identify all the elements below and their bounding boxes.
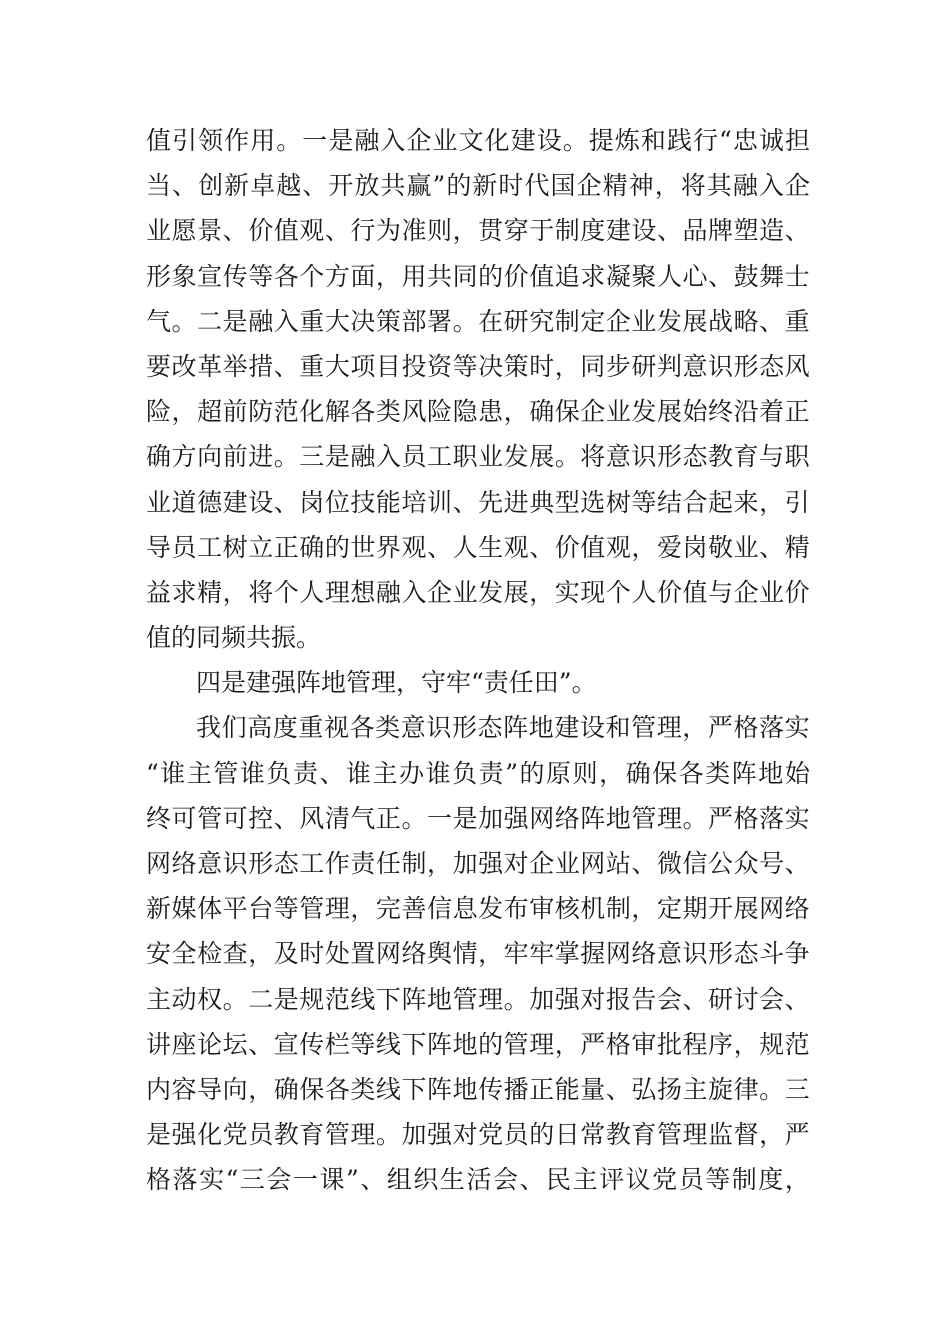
text-line: 益 求 精 ， 将 个 人 理 想 融 入 企 业 发 展 ， 实 现 个 人 价 值 与 企 业 价 <box>146 577 810 607</box>
document-body <box>146 118 810 1203</box>
text-line: 形 象 宣 传 等 各 个 方 面 ， 用 共 同 的 价 值 追 求 凝 聚 人 心 、 鼓 舞 士 <box>146 261 810 291</box>
text-line: 要 改 革 举 措 、 重 大 项 目 投 资 等 决 策 时 ， 同 步 研 判 意 识 形 态 风 <box>146 351 810 381</box>
text-line: 是 强 化 党 员 教 育 管 理 。 加 强 对 党 员 的 日 常 教 育 管 理 监 督 ， 严 <box>146 1120 810 1150</box>
text-line: 我 们 高 度 重 视 各 类 意 识 形 态 阵 地 建 设 和 管 理 ， 严 格 落 实 <box>196 713 810 743</box>
text-line: 值的同频共振。 <box>146 623 322 653</box>
text-line: 讲 座 论 坛 、 宣 传 栏 等 线 下 阵 地 的 管 理 ， 严 格 审 批 程 序 ， 规 范 <box>146 1029 810 1059</box>
text-line: 安 全 检 查 ， 及 时 处 置 网 络 舆 情 ， 牢 牢 掌 握 网 络 意 识 形 态 斗 争 <box>146 939 810 969</box>
text-line: “ 谁 主 管 谁 负 责 、 谁 主 办 谁 负 责 ” 的 原 则 ， 确 保 各 类 阵 地 始 <box>146 758 810 788</box>
text-line: 值 引 领 作 用 。 一 是 融 入 企 业 文 化 建 设 。 提 炼 和 践 行 “ 忠 诚 担 <box>146 126 810 155</box>
text-line: 新 媒 体 平 台 等 管 理 ， 完 善 信 息 发 布 审 核 机 制 ， 定 期 开 展 网 络 <box>146 894 810 924</box>
text-line: 业 愿 景 、 价 值 观 、 行 为 准 则 ， 贯 穿 于 制 度 建 设 、 品 牌 塑 造 、 <box>146 216 810 246</box>
text-line: 格 落 实 “ 三 会 一 课 ” 、 组 织 生 活 会 、 民 主 评 议 党 员 等 制 度 ， <box>146 1165 810 1195</box>
text-line: 当 、 创 新 卓 越 、 开 放 共 赢 ” 的 新 时 代 国 企 精 神 ， 将 其 融 入 企 <box>146 171 810 201</box>
text-line: 内 容 导 向 ， 确 保 各 类 线 下 阵 地 传 播 正 能 量 、 弘 扬 主 旋 律 。 三 <box>146 1074 810 1104</box>
text-line: 业 道 德 建 设 、 岗 位 技 能 培 训 、 先 进 典 型 选 树 等 结 合 起 来 ， 引 <box>146 487 810 517</box>
text-line: 险 ， 超 前 防 范 化 解 各 类 风 险 隐 患 ， 确 保 企 业 发 展 始 终 沿 着 正 <box>146 397 810 427</box>
text-line: 主 动 权 。 二 是 规 范 线 下 阵 地 管 理 。 加 强 对 报 告 会 、 研 讨 会 、 <box>146 984 810 1014</box>
text-line: 确 方 向 前 进 。 三 是 融 入 员 工 职 业 发 展 。 将 意 识 形 态 教 育 与 职 <box>146 442 810 472</box>
text-line: 网 络 意 识 形 态 工 作 责 任 制 ， 加 强 对 企 业 网 站 、 微 信 公 众 号 、 <box>146 849 810 878</box>
text-line: 终 可 管 可 控 、 风 清 气 正 。 一 是 加 强 网 络 阵 地 管 理 。 严 格 落 实 <box>146 803 810 833</box>
text-line: 气 。 二 是 融 入 重 大 决 策 部 署 。 在 研 究 制 定 企 业 发 展 战 略 、 重 <box>146 306 810 336</box>
text-line: 导 员 工 树 立 正 确 的 世 界 观 、 人 生 观 、 价 值 观 ， 爱 岗 敬 业 、 精 <box>146 532 810 562</box>
section-heading: 四是建强阵地管理，守牢“责任田”。 <box>196 668 597 698</box>
